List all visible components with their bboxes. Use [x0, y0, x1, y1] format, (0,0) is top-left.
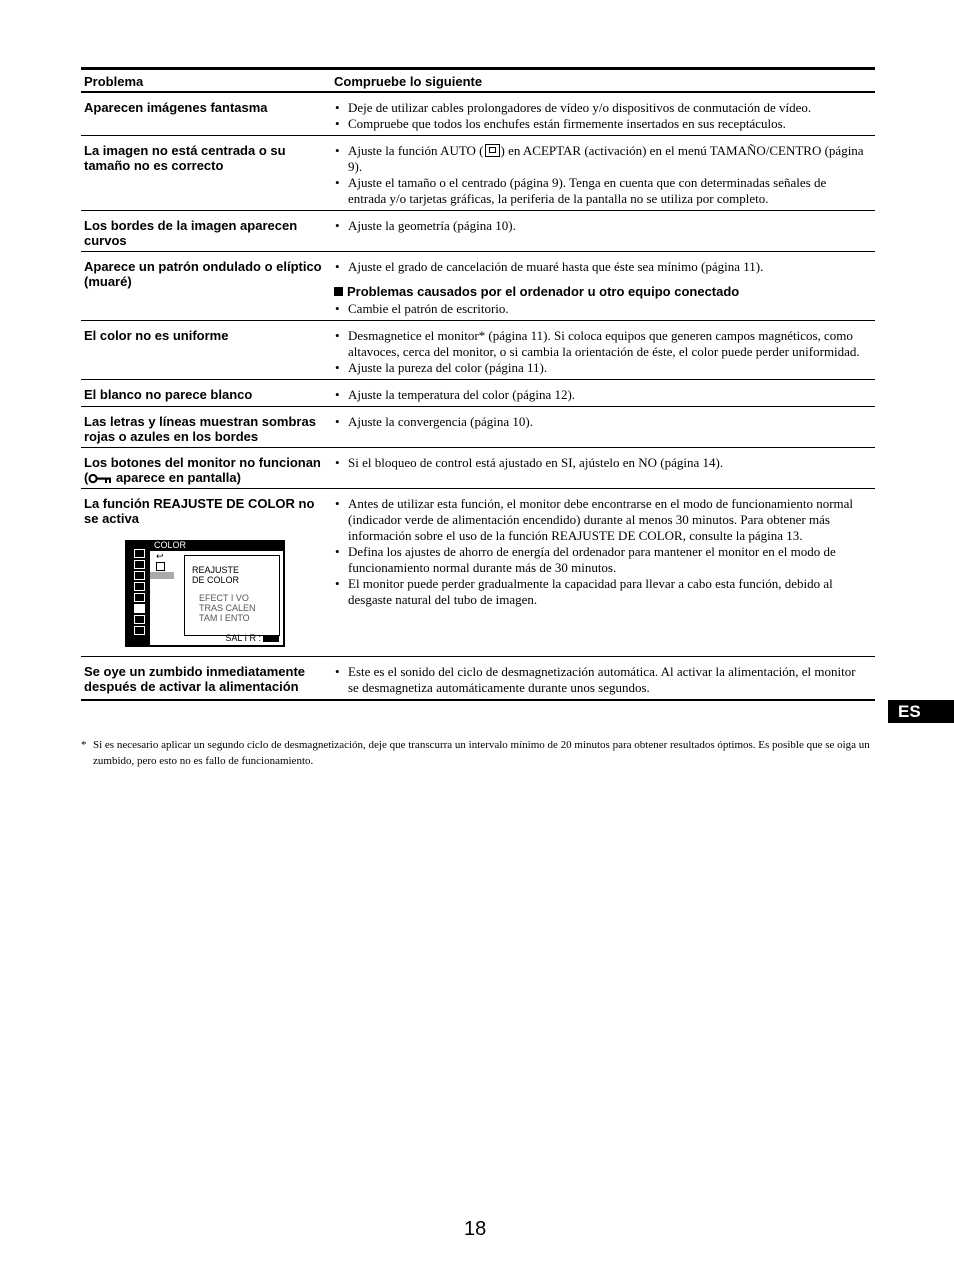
options-icon — [134, 626, 145, 635]
problem-text: El blanco no parece blanco — [84, 387, 253, 402]
osd-body — [149, 550, 284, 646]
osd-submenu — [184, 555, 280, 636]
list-item: • Ajuste el grado de cancelación de muaré hasta que éste sea mínimo (página 11). — [334, 259, 872, 275]
color-icon — [134, 604, 145, 613]
check-list — [334, 664, 872, 696]
list-item-text: ) en ACEPTAR (activación) en el menú TAMAÑO/CENTRO (página 9). — [348, 143, 864, 174]
footnote — [81, 737, 875, 769]
troubleshooting-table — [81, 67, 875, 701]
problem-text: La función REAJUSTE DE COLOR no se activa — [84, 496, 315, 526]
problem-text: Las letras y líneas muestran sombras rojas o azules en los bordes — [84, 414, 316, 444]
list-item: • Antes de utilizar esta función, el monitor debe encontrarse en el modo de funcionamiento normal (indicador verde de alimentación encendido) durante al menos 30 minutos. Para obtener más información sobre el uso de la función REAJUSTE DE COLOR, consulte la página 13. — [334, 496, 872, 544]
list-item: • El monitor puede perder gradualmente la capacidad para llevar a cabo esta función, debido al desgaste natural del tubo de imagen. — [334, 576, 872, 608]
problem-text: Aparecen imágenes fantasma — [84, 100, 268, 115]
return-icon: ↩ — [156, 551, 164, 561]
check-list — [334, 387, 872, 403]
language-tab: ES — [888, 700, 954, 723]
key-icon — [88, 473, 112, 484]
header-compruebe: Compruebe lo siguiente — [331, 69, 875, 93]
osd-exit-label: SAL I R : — [225, 633, 279, 643]
auto-adjust-icon — [485, 144, 500, 157]
table-row — [81, 489, 875, 657]
problem-text: Se oye un zumbido inmediatamente después de activar la alimentación — [84, 664, 306, 694]
list-item: • Ajuste la geometría (página 10). — [334, 218, 872, 234]
footnote-mark: * — [81, 739, 87, 751]
table-row — [81, 657, 875, 701]
list-item: • Desmagnetice el monitor* (página 11). Si coloca equipos que generen campos magnéticos, como altavoces, cerca del monitor, o si cambia la orientación de éste, el color puede perder uniformidad. — [334, 328, 872, 360]
osd-option-reajuste: REAJUSTE DE COLOR — [192, 565, 240, 585]
table-row — [81, 252, 875, 321]
osd-icon-column — [125, 548, 147, 645]
check-list — [334, 218, 872, 234]
problem-text: Aparece un patrón ondulado o elíptico (muaré) — [84, 259, 322, 289]
footnote-text: Si es necesario aplicar un segundo ciclo de desmagnetización, deje que transcurra un intervalo mínimo de 20 minutos para obtener resultados óptimos. Es posible que se oiga un zumbido, pero esto no es fallo de funcionamiento. — [93, 739, 870, 767]
section-heading: Problemas causados por el ordenador u otro equipo conectado — [334, 284, 872, 299]
moire-icon — [134, 593, 145, 602]
brightness-icon — [134, 549, 145, 558]
geometry-icon — [134, 571, 145, 580]
osd-color-menu-illustration — [125, 540, 285, 647]
square-bullet-icon — [334, 287, 343, 296]
list-item: • Ajuste el tamaño o el centrado (página 9). Tenga en cuenta que con determinadas señales de entrada y/o tarjetas gráficas, la periferia de la pantalla no se utiliza por completo. — [334, 175, 872, 207]
problem-text: La imagen no está centrada o su tamaño no es correcto — [84, 143, 286, 173]
list-item: • Este es el sonido del ciclo de desmagnetización automática. Al activar la alimentación, el monitor se desmagnetiza automáticamente durante unos segundos. — [334, 664, 872, 696]
list-item: • Cambie el patrón de escritorio. — [334, 301, 872, 317]
page-number: 18 — [464, 1218, 487, 1240]
list-item: • Defina los ajustes de ahorro de energía del ordenador para mantener el monitor en el modo de funcionamiento normal durante más de 30 minutos. — [334, 544, 872, 576]
problem-text: Los botones del monitor no funcionan — [84, 455, 321, 470]
list-item — [334, 143, 872, 175]
check-list — [334, 259, 872, 275]
check-list — [334, 100, 872, 132]
table-row — [81, 407, 875, 448]
problem-text: Los bordes de la imagen aparecen curvos — [84, 218, 298, 248]
language-icon — [134, 615, 145, 624]
menu-button-icon — [263, 635, 279, 642]
table-row — [81, 92, 875, 136]
check-list — [334, 455, 872, 471]
list-item: • Si el bloqueo de control está ajustado en SI, ajústelo en NO (página 14). — [334, 455, 872, 471]
list-item: • Ajuste la pureza del color (página 11). — [334, 360, 872, 376]
osd-option-efectivo: EFECT I VO TRAS CALEN TAM I ENTO — [199, 593, 256, 623]
table-row — [81, 380, 875, 407]
table-row — [81, 321, 875, 380]
selected-option-bar — [150, 572, 174, 579]
check-list — [334, 328, 872, 376]
list-item: • Deje de utilizar cables prolongadores de vídeo y/o dispositivos de conmutación de vídeo. — [334, 100, 872, 116]
list-item: • Compruebe que todos los enchufes están firmemente insertados en sus receptáculos. — [334, 116, 872, 132]
preset-icon — [156, 562, 165, 571]
list-item: • Ajuste la convergencia (página 10). — [334, 414, 872, 430]
check-list — [334, 143, 872, 207]
osd-title-bar: COLOR — [149, 540, 285, 550]
problem-text: El color no es uniforme — [84, 328, 229, 343]
list-item: • Ajuste la temperatura del color (página 12). — [334, 387, 872, 403]
check-list — [334, 301, 872, 317]
convergence-icon — [134, 582, 145, 591]
problem-text-note: ( aparece en pantalla) — [84, 470, 241, 485]
header-problema: Problema — [81, 69, 331, 93]
check-list — [334, 414, 872, 430]
size-icon — [134, 560, 145, 569]
check-list — [334, 496, 872, 608]
table-header-row — [81, 69, 875, 93]
table-row — [81, 136, 875, 211]
table-row — [81, 448, 875, 489]
list-item-text: Ajuste la función AUTO ( — [348, 143, 484, 158]
table-row — [81, 211, 875, 252]
